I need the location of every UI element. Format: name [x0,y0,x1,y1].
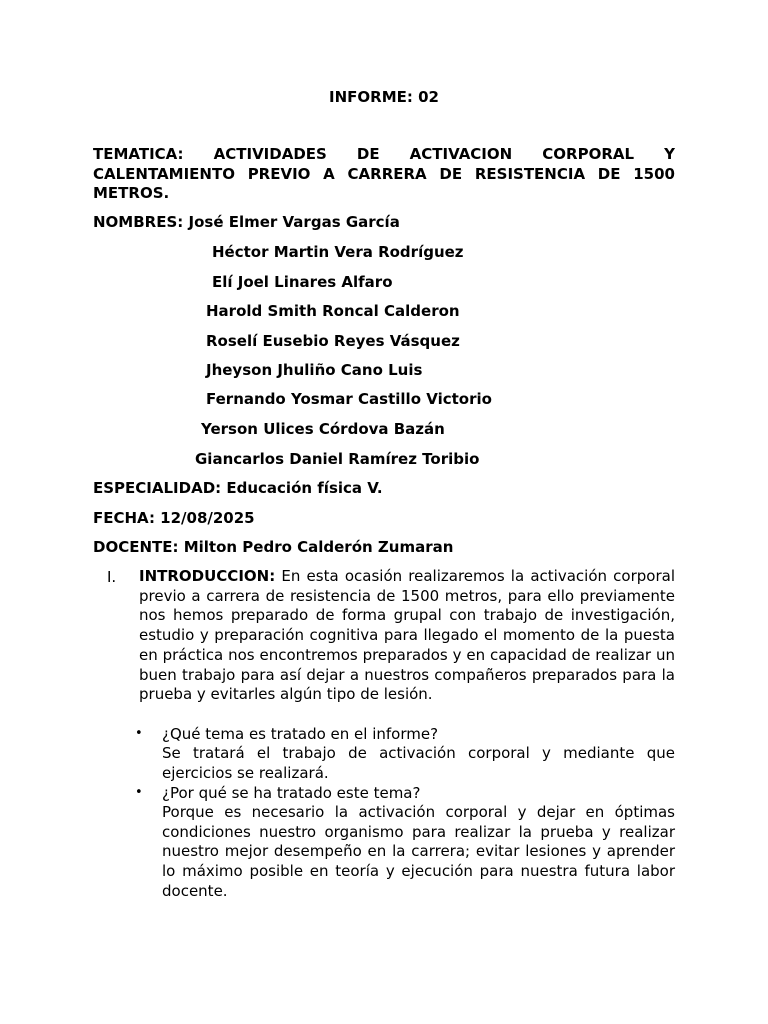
bullet-question: ¿Qué tema es tratado en el informe? [162,725,439,743]
nombres-line [93,212,400,232]
bullet-icon: • [135,785,143,800]
section-numeral: I. [107,568,117,586]
bullet-answer: Se tratará el trabajo de activación corporal y mediante que ejercicios se realizará. [162,744,675,782]
docente-line: DOCENTE: Milton Pedro Calderón Zumaran [93,538,454,556]
especialidad-line: ESPECIALIDAD: Educación física V. [93,479,383,497]
bullet-answer: Porque es necesario la activación corporal y dejar en óptimas condiciones nuestro organismo para realizar la prueba y realizar nuestro mejor desempeño en la carrera; evitar lesiones y aprender lo máximo posible en teoría y ejecución para nuestra futura labor docente. [162,803,675,900]
student-name: Roselí Eusebio Reyes Vásquez [206,332,460,350]
introduction-heading: INTRODUCCION: [139,567,276,585]
introduction-paragraph [139,567,675,705]
bullet-icon: • [135,726,143,741]
student-name: Jheyson Jhuliño Cano Luis [206,361,423,379]
student-name: Héctor Martin Vera Rodríguez [212,243,464,261]
student-name: José Elmer Vargas García [188,213,400,231]
student-name: Yerson Ulices Córdova Bazán [201,420,445,438]
student-name: Fernando Yosmar Castillo Victorio [206,390,492,408]
tematica-text: TEMATICA: ACTIVIDADES DE ACTIVACION CORPORAL Y CALENTAMIENTO PREVIO A CARRERA DE RESISTENCIA DE 1500 METROS. [93,145,675,202]
student-name: Harold Smith Roncal Calderon [206,302,460,320]
student-name: Elí Joel Linares Alfaro [212,273,393,291]
student-name: Giancarlos Daniel Ramírez Toribio [195,450,480,468]
introduction-text: En esta ocasión realizaremos la activación corporal previo a carrera de resistencia de 1500 metros, para ello previamente nos hemos preparado de forma grupal con trabajo de investigación, estudio y preparación cognitiva para llegado el momento de la puesta en práctica nos encontremos preparados y en capacidad de realizar un buen trabajo para así dejar a nuestros compañeros preparados para la prueba y evitarles algún tipo de lesión. [139,567,675,704]
nombres-label: NOMBRES: [93,213,184,231]
document-title: INFORME: 02 [329,88,439,106]
bullet-question: ¿Por qué se ha tratado este tema? [162,784,421,802]
fecha-line: FECHA: 12/08/2025 [93,509,255,527]
